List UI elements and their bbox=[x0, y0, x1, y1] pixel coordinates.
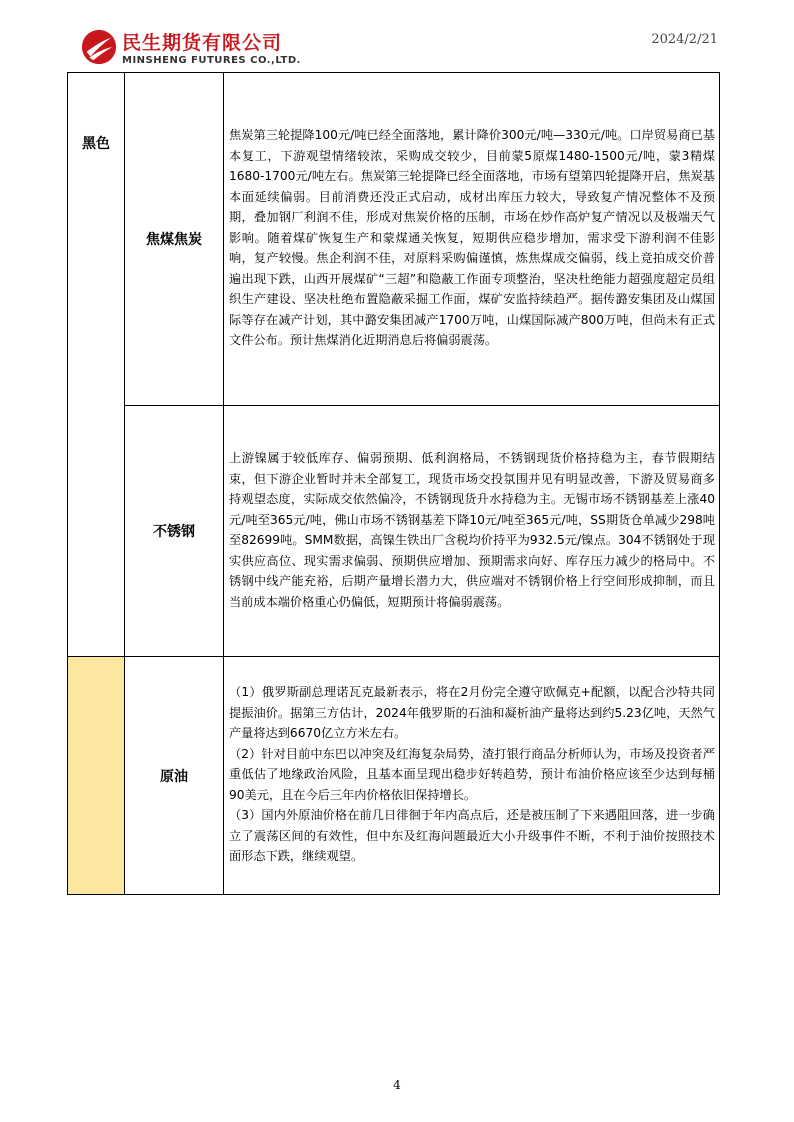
oil-paragraph-3: （3）国内外原油价格在前几日徘徊于年内高点后，还是被压制了下来遇阻回落，进一步确立了震荡区间的有效性，但中东及红海问题最近大小升级事件不断，不利于油价按照技术面形态下跌，继续观望。 bbox=[229, 808, 715, 864]
category-black: 黑色 bbox=[68, 73, 125, 657]
row-text-crude-oil bbox=[224, 657, 720, 895]
oil-paragraph-2: （2）针对目前中东巴以冲突及红海复杂局势，渣打银行商品分析师认为，市场及投资者严重低估了地缘政治风险，且基本面呈现出稳步好转趋势，预计布油价格应该至少达到每桶90美元，且在今后三年内价格依旧保持增长。 bbox=[229, 746, 715, 802]
company-name-en: MINSHENG FUTURES CO.,LTD. bbox=[122, 55, 301, 66]
row-label-crude-oil: 原油 bbox=[125, 657, 224, 895]
row-text-coking-coal: 焦炭第三轮提降100元/吨已经全面落地，累计降价300元/吨—330元/吨。口岸贸易商已基本复工，下游观望情绪较浓，采购成交较少，目前蒙5原煤1480-1500元/吨，蒙3精煤1680-1700元/吨左右。焦炭第三轮提降已经全面落地，市场有望第四轮提降开启，焦炭基本面延续偏弱。目前消费还没正式启动，成材出库压力较大，导致复产情况整体不及预期，叠加钢厂利润不佳，形成对焦炭价格的压制，市场在炒作高炉复产情况以及极端天气影响。随着煤矿恢复生产和蒙煤通关恢复，短期供应稳步增加，需求受下游利润不佳影响，复产较慢。焦企利润不佳，对原料采购偏谨慎，炼焦煤成交偏弱，线上竞拍成交价普遍出现下跌，山西开展煤矿“三超”和隐蔽工作面专项整治，坚决杜绝能力超强度超定员组织生产建设、坚决杜绝布置隐蔽采掘工作面，煤矿安监持续趋严。据传潞安集团及山煤国际等存在减产计划，其中潞安集团减产1700万吨，山煤国际减产800万吨，但尚未有正式文件公布。预计焦煤消化近期消息后将偏弱震荡。 bbox=[224, 73, 720, 406]
row-label-stainless-steel: 不锈钢 bbox=[125, 406, 224, 657]
minsheng-logo-icon bbox=[80, 28, 118, 66]
category-crude-oil bbox=[68, 657, 125, 895]
page-number: 4 bbox=[393, 1078, 401, 1092]
table-row bbox=[68, 73, 720, 406]
page-header bbox=[0, 0, 794, 72]
company-name-cn: 民生期货有限公司 bbox=[122, 32, 283, 54]
oil-paragraph-1: （1）俄罗斯副总理诺瓦克最新表示，将在2月份完全遵守欧佩克+配额，以配合沙特共同提振油价。据第三方估计，2024年俄罗斯的石油和凝析油产量将达到约5.23亿吨，天然气产量将达到6670亿立方米左右。 bbox=[229, 685, 715, 741]
table-row bbox=[68, 657, 720, 895]
row-label-coking-coal: 焦煤焦炭 bbox=[125, 73, 224, 406]
report-date: 2024/2/21 bbox=[651, 32, 718, 47]
table-row bbox=[68, 406, 720, 657]
commodity-table bbox=[67, 72, 720, 895]
row-text-stainless-steel: 上游镍属于较低库存、偏弱预期、低利润格局，不锈钢现货价格持稳为主，春节假期结束，但下游企业暂时并未全部复工，现货市场交投氛围并见有明显改善，下游及贸易商多持观望态度，实际成交依然偏冷，不锈钢现货升水持稳为主。无锡市场不锈钢基差上涨40元/吨至365元/吨，佛山市场不锈钢基差下降10元/吨至365元/吨，SS期货仓单减少298吨至82699吨。SMM数据，高镍生铁出厂含税均价持平为932.5元/镍点。304不锈钢处于现实供应高位、现实需求偏弱、预期供应增加、预期需求向好、库存压力减少的格局中。不锈钢中线产能充裕，后期产量增长潜力大，供应端对不锈钢价格上行空间形成抑制，而且当前成本端价格重心仍偏低，短期预计将偏弱震荡。 bbox=[224, 406, 720, 657]
